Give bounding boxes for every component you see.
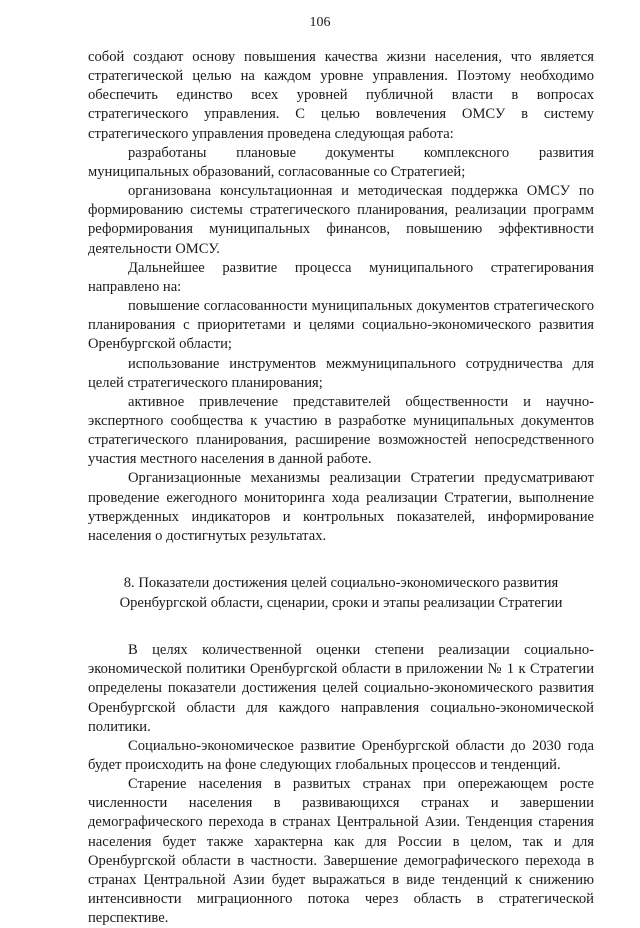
page-number: 106	[309, 15, 331, 30]
paragraph: В целях количественной оценки степени реализации социально-экономической политики Оренбургской области в приложении № 1 к Стратегии определены показатели достижения целей социально-экономического развития Оренбургской области для каждого направления социально-экономической политики.	[88, 642, 594, 735]
section-heading-line: Оренбургской области, сценарии, сроки и этапы реализации Стратегии	[119, 594, 563, 611]
section-heading	[88, 574, 594, 613]
page-body	[88, 48, 594, 928]
paragraph: Социально-экономическое развитие Оренбургской области до 2030 года будет происходить на фоне следующих глобальных процессов и тенденций.	[88, 737, 594, 773]
paragraph: активное привлечение представителей общественности и научно-экспертного сообщества к участию в разработке муниципальных документов стратегического планирования, расширение возможностей непосредственного участия местного населения в данной работе.	[88, 393, 594, 468]
paragraph: Дальнейшее развитие процесса муниципального стратегирования направлено на:	[88, 259, 594, 295]
paragraph: организована консультационная и методическая поддержка ОМСУ по формированию системы стратегического планирования, реализации программ реформирования муниципальных финансов, повышению эффективности деятельности ОМСУ.	[88, 183, 594, 257]
paragraph: разработаны плановые документы комплексного развития муниципальных образований, согласованные со Стратегией;	[88, 144, 594, 180]
paragraph: Старение населения в развитых странах при опережающем росте численности населения в развивающихся странах и завершении демографического перехода в странах Центральной Азии. Тенденция старения населения будет также характерна как для России в целом, так и для Оренбургской области в частности. Завершение демографического перехода в странах Центральной Азии будет выражаться в виде тенденций к снижению интенсивности миграционного потока через область в стратегической перспективе.	[88, 776, 594, 927]
paragraph: собой создают основу повышения качества жизни населения, что является стратегической целью на каждом уровне управления. Поэтому необходимо обеспечить единство всех уровней публичной власти в вопросах стратегического управления. С целью вовлечения ОМСУ в систему стратегического управления проведена следующая работа:	[88, 49, 594, 142]
paragraph: использование инструментов межмуниципального сотрудничества для целей стратегического планирования;	[88, 355, 594, 391]
section-heading-line: 8. Показатели достижения целей социально-экономического развития	[123, 575, 559, 592]
paragraph: повышение согласованности муниципальных документов стратегического планирования с приоритетами и целями социально-экономического развития Оренбургской области;	[88, 298, 594, 353]
paragraph: Организационные механизмы реализации Стратегии предусматривают проведение ежегодного мониторинга хода реализации Стратегии, выполнение утвержденных индикаторов и контрольных показателей, информирование населения о достигнутых результатах.	[88, 470, 594, 544]
